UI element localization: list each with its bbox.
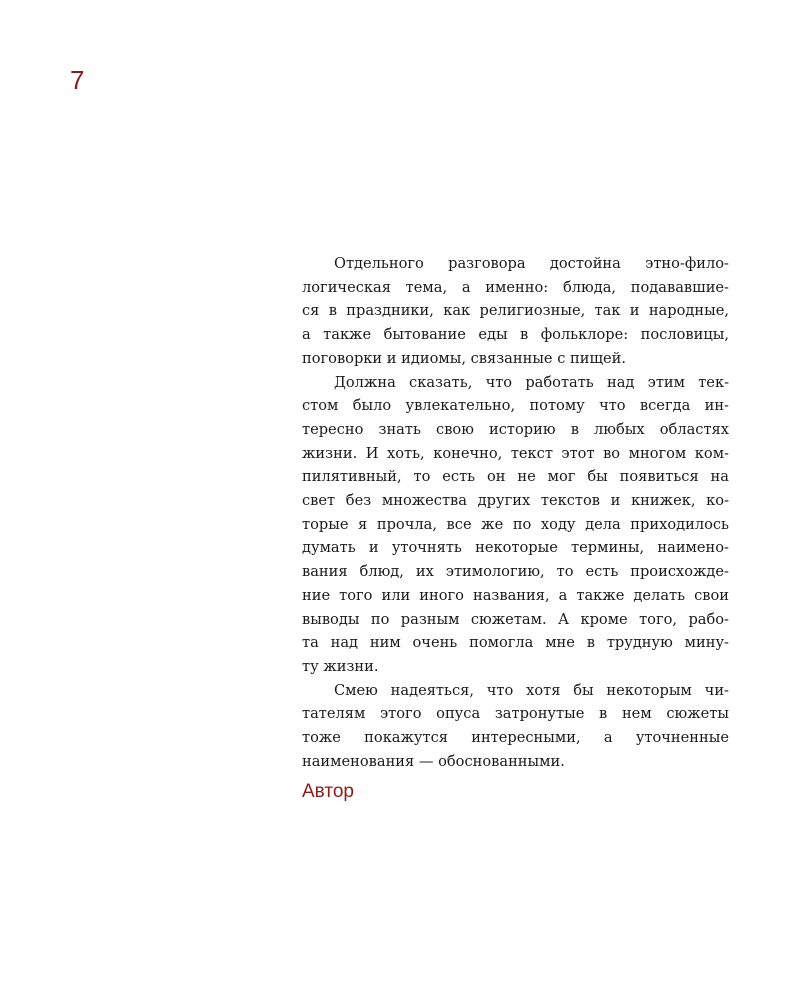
text-line: думать и уточнять некоторые термины, наимено- bbox=[302, 539, 729, 557]
page-number: 7 bbox=[70, 65, 85, 95]
paragraph-1 bbox=[302, 252, 729, 371]
text-line: тателям этого опуса затронутые в нем сюжеты bbox=[302, 705, 729, 723]
body-text bbox=[302, 252, 729, 773]
author-signature: Автор bbox=[302, 781, 354, 802]
text-line: ся в праздники, как религиозные, так и народные, bbox=[302, 302, 729, 320]
text-line: та над ним очень помогла мне в трудную мину- bbox=[302, 634, 729, 652]
text-line: наименования — обоснованными. bbox=[302, 752, 565, 770]
text-line: ту жизни. bbox=[302, 657, 379, 675]
text-line: тересно знать свою историю в любых областях bbox=[302, 420, 729, 438]
text-line: Должна сказать, что работать над этим тек- bbox=[334, 373, 729, 391]
text-line: жизни. И хоть, конечно, текст этот во многом ком- bbox=[302, 444, 729, 462]
paragraph-3 bbox=[302, 679, 729, 774]
text-line: ние того или иного названия, а также делать свои bbox=[302, 586, 729, 604]
text-line: торые я прочла, все же по ходу дела приходилось bbox=[302, 515, 729, 533]
text-line: Отдельного разговора достойна этно-фило- bbox=[334, 255, 729, 272]
text-line: вания блюд, их этимологию, то есть происхожде- bbox=[302, 563, 729, 581]
text-line: стом было увлекательно, потому что всегда ин- bbox=[302, 397, 729, 415]
text-line: а также бытование еды в фольклоре: пословицы, bbox=[302, 326, 729, 344]
text-line: логическая тема, а именно: блюда, подававшие- bbox=[302, 278, 729, 296]
text-line: поговорки и идиомы, связанные с пищей. bbox=[302, 349, 627, 367]
paragraph-2 bbox=[302, 371, 729, 679]
text-line: выводы по разным сюжетам. А кроме того, рабо- bbox=[302, 610, 729, 628]
text-line: Смею надеяться, что хотя бы некоторым чи- bbox=[334, 681, 729, 699]
text-line: тоже покажутся интересными, а уточненные bbox=[302, 729, 729, 747]
text-line: пилятивный, то есть он не мог бы появиться на bbox=[302, 468, 729, 486]
text-line: свет без множества других текстов и книжек, ко- bbox=[302, 492, 729, 510]
